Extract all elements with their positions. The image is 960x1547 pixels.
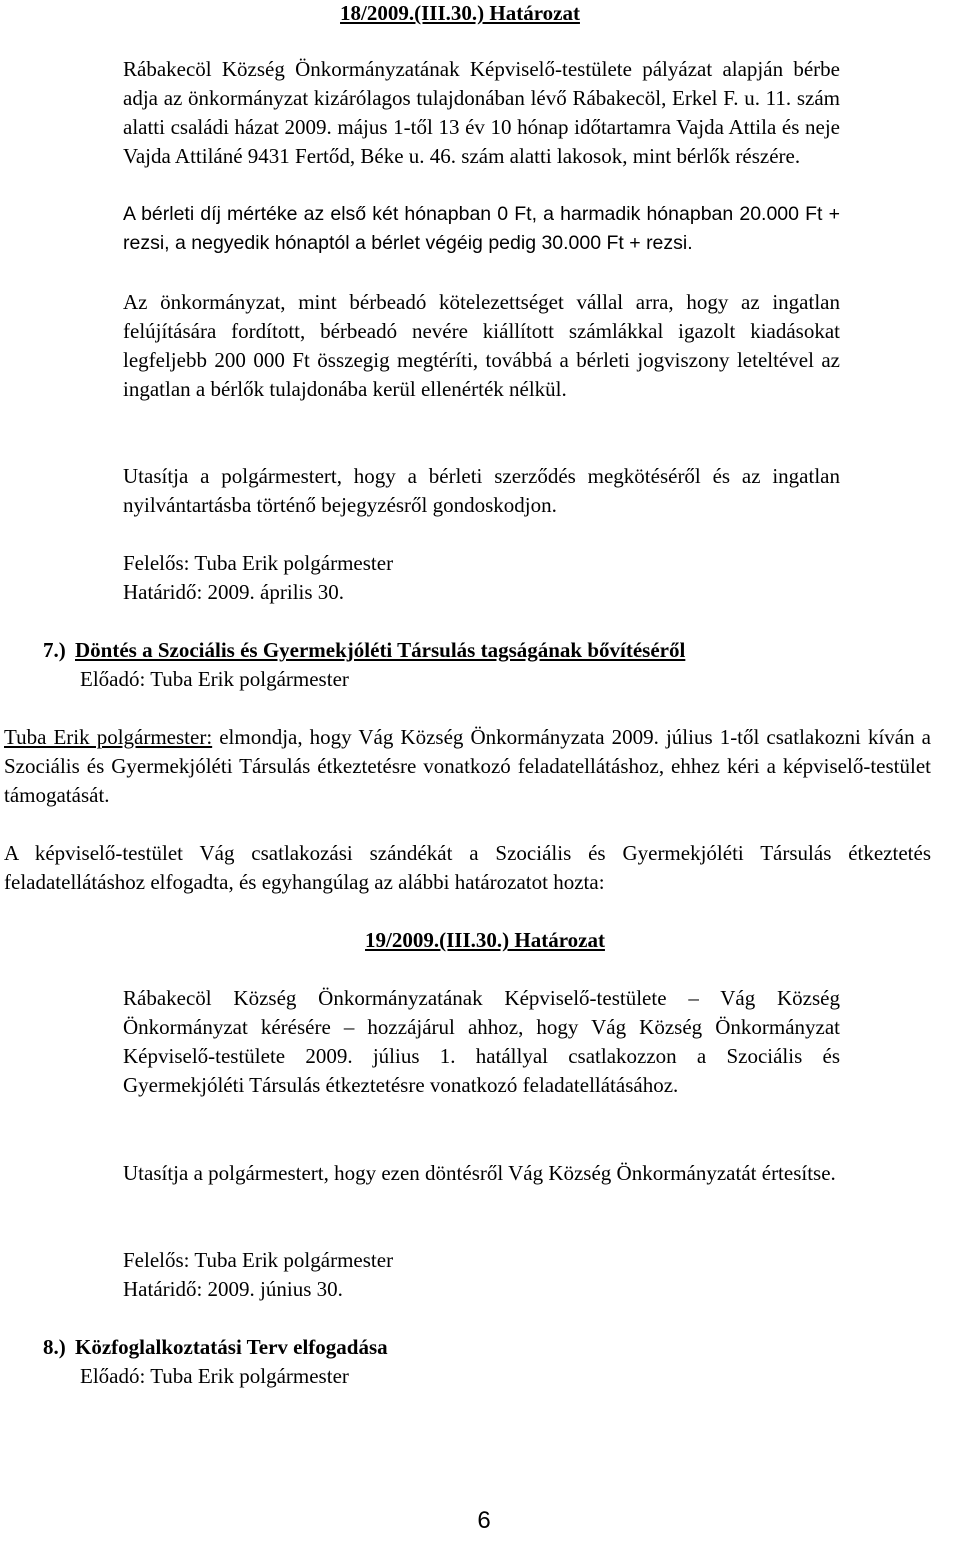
resolution-18-paragraph-1: Rábakecöl Község Önkormányzatának Képviselő-testülete pályázat alapján bérbe adja az önkormányzat kizárólagos tulajdonában lévő Rábakecöl, Erkel F. u. 11. szám alatti családi házat 2009. május 1-től 13 év 10 hónap időtartamra Vajda Attila és neje Vajda Attiláné 9431 Fertőd, Béke u. 46. szám alatti lakosok, mint bérlők részére. (123, 57, 840, 168)
item-7-speech (4, 723, 931, 810)
resolution-18-paragraph-2: A bérleti díj mértéke az első két hónapban 0 Ft, a harmadik hónapban 20.000 Ft + rezsi, a negyedik hónaptól a bérlet végéig pedig 30.000 Ft + rezsi. (123, 203, 840, 254)
resolution-18-paragraph-3: Az önkormányzat, mint bérbeadó kötelezettséget vállal arra, hogy az ingatlan felújítására fordított, bérbeadó nevére kiállított számlákkal igazolt kiadásokat legfeljebb 200 000 Ft összegig megtéríti, továbbá a bérleti jogviszony leteltével az ingatlan a bérlők tulajdonába kerül ellenérték nélkül. (123, 290, 840, 401)
item-7-heading (43, 636, 923, 665)
resolution-18-title: 18/2009.(III.30.) Határozat (340, 1, 580, 25)
resolution-19-responsible: Felelős: Tuba Erik polgármester (123, 1248, 394, 1272)
resolution-18-deadline: Határidő: 2009. április 30. (123, 580, 345, 604)
item-8-heading (43, 1333, 923, 1362)
item-8-number: 8.) (43, 1335, 66, 1359)
item-7-number: 7.) (43, 638, 66, 662)
item-8-presenter: Előadó: Tuba Erik polgármester (80, 1364, 349, 1388)
item-7-decision: A képviselő-testület Vág csatlakozási szándékát a Szociális és Gyermekjóléti Társulás étkeztetés feladatellátáshoz elfogadta, és egyhangúlag az alábbi határozatot hozta: (4, 841, 931, 894)
resolution-18-paragraph-4: Utasítja a polgármestert, hogy a bérleti szerződés megkötéséről és az ingatlan nyilvántartásba történő bejegyzésről gondoskodjon. (123, 464, 840, 517)
page-number: 6 (477, 1507, 491, 1534)
resolution-19-title: 19/2009.(III.30.) Határozat (365, 928, 605, 952)
resolution-19-paragraph-2: Utasítja a polgármestert, hogy ezen döntésről Vág Község Önkormányzatát értesítse. (123, 1161, 836, 1185)
item-7-presenter: Előadó: Tuba Erik polgármester (80, 667, 349, 691)
resolution-19-deadline: Határidő: 2009. június 30. (123, 1277, 343, 1301)
speech-text: elmondja, hogy Vág Község Önkormányzata 2009. július 1-től csatlakozni kíván a Szociális és Gyermekjóléti Társulás étkeztetésre vonatkozó feladatellátáshoz, ehhez kéri a képviselő-testület támogatását. (4, 725, 931, 807)
item-8-title: Közfoglalkoztatási Terv elfogadása (75, 1335, 388, 1359)
resolution-19-paragraph-1: Rábakecöl Község Önkormányzatának Képviselő-testülete – Vág Község Önkormányzat kérésére – hozzájárul ahhoz, hogy Vág Község Önkormányzat Képviselő-testülete 2009. július 1. hatállyal csatlakozzon a Szociális és Gyermekjóléti Társulás étkeztetésre vonatkozó feladatellátásához. (123, 986, 840, 1097)
resolution-18-responsible: Felelős: Tuba Erik polgármester (123, 551, 394, 575)
item-7-title: Döntés a Szociális és Gyermekjóléti Társulás tagságának bővítéséről (75, 638, 686, 662)
speaker-name: Tuba Erik polgármester: (4, 725, 213, 749)
